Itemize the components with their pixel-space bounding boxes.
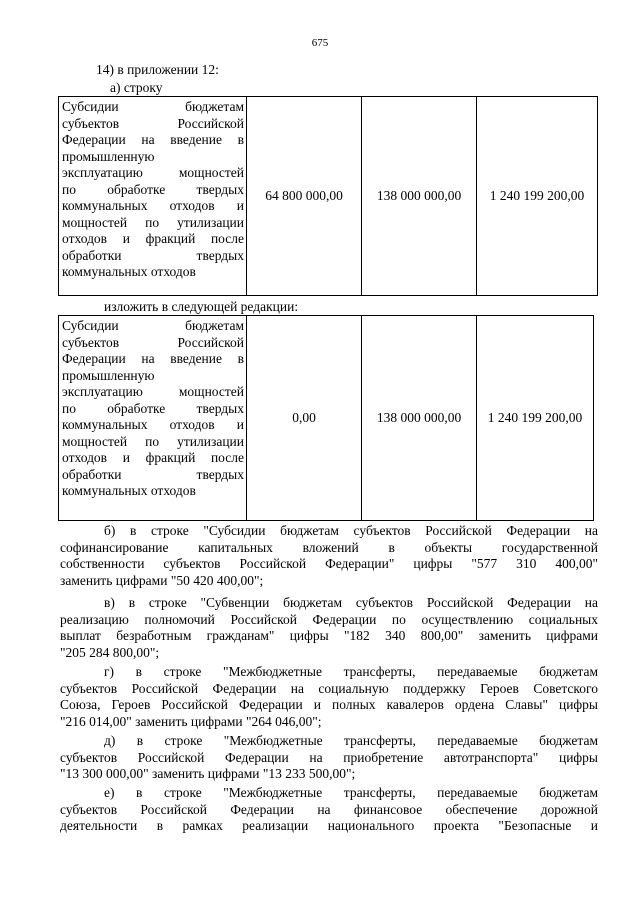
paragraph-line: д) в строке "Межбюджетные трансферты, передаваемые бюджетам — [104, 733, 598, 748]
table-row — [59, 316, 594, 521]
row-name-line: обработки твердых — [62, 247, 244, 263]
paragraph-line: Союза, Героев Российской Федерации и полных кавалеров ордена Славы" цифры — [60, 697, 598, 712]
row-name-line: коммунальных отходов — [62, 264, 196, 279]
row-name-line: отходов и фракций после — [62, 231, 244, 246]
row-name-line: коммунальных отходов и — [62, 417, 244, 432]
page-number: 675 — [311, 37, 329, 49]
value-cell-1: 64 800 000,00 — [247, 97, 362, 296]
row-name-line: эксплуатацию мощностей — [62, 384, 244, 399]
row-name-line: Субсидии бюджетам — [62, 318, 244, 333]
paragraph-line: е) в строке "Межбюджетные трансферты, передаваемые бюджетам — [104, 785, 598, 800]
row-name-line: Субсидии бюджетам — [62, 99, 244, 114]
row-name-cell — [59, 316, 247, 521]
value-cell-3: 1 240 199 200,00 — [477, 97, 598, 296]
paragraph-line: "13 300 000,00" заменить цифрами "13 233 500,00"; — [60, 766, 356, 781]
paragraph-line: софинансирование капитальных вложений в объекты государственной — [60, 539, 598, 555]
row-name-line: отходов и фракций после — [62, 450, 244, 465]
row-name-line: субъектов Российской — [62, 115, 244, 131]
row-name-line: обработки твердых — [62, 466, 244, 482]
value-cell-3: 1 240 199 200,00 — [477, 316, 594, 521]
paragraph-line: субъектов Российской Федерации на приобретение автотранспорта" цифры — [60, 749, 598, 765]
paragraph-line: реализацию полномочий Российской Федерации по осуществлению социальных — [60, 611, 598, 627]
paragraph-line: деятельности в рамках реализации национального проекта "Безопасные и — [60, 818, 598, 833]
row-name-cell — [59, 97, 247, 296]
row-name-line: коммунальных отходов — [62, 483, 196, 498]
paragraph-d — [60, 733, 598, 783]
paragraph-line: г) в строке "Межбюджетные трансферты, передаваемые бюджетам — [104, 664, 598, 679]
paragraph-b — [60, 523, 598, 589]
row-name-line: мощностей по утилизации — [62, 433, 244, 449]
row-name-line: по обработке твердых — [62, 400, 244, 416]
paragraph-line: субъектов Российской Федерации на социальную поддержку Героев Советского — [60, 680, 598, 696]
row-name-line: коммунальных отходов и — [62, 198, 244, 213]
paragraph-line: в) в строке "Субвенции бюджетам субъектов Российской Федерации на — [104, 595, 598, 610]
row-name-line: эксплуатацию мощностей — [62, 165, 244, 180]
paragraph-line: "205 284 800,00"; — [60, 644, 160, 660]
paragraph-line: заменить цифрами "50 420 400,00"; — [60, 572, 264, 588]
amendment-item-14: 14) в приложении 12: — [96, 62, 219, 77]
old-row-table — [58, 96, 598, 296]
restate-label: изложить в следующей редакции: — [104, 299, 299, 314]
value-cell-2: 138 000 000,00 — [362, 316, 477, 521]
paragraph-e — [60, 785, 598, 835]
paragraph-g — [60, 664, 598, 730]
paragraph-v — [60, 595, 598, 661]
row-name-line: субъектов Российской — [62, 334, 244, 350]
table-row — [59, 97, 598, 296]
paragraph-line: "216 014,00" заменить цифрами "264 046,00"; — [60, 713, 322, 729]
value-cell-1: 0,00 — [247, 316, 362, 521]
value-cell-2: 138 000 000,00 — [362, 97, 477, 296]
paragraph-line: собственности субъектов Российской Федерации" цифры "577 310 400,00" — [60, 556, 598, 571]
new-row-table — [58, 315, 594, 521]
paragraph-line: субъектов Российской Федерации на финансовое обеспечение дорожной — [60, 801, 598, 817]
sub-item-a-label: а) строку — [110, 80, 163, 95]
row-name-line: по обработке твердых — [62, 181, 244, 197]
row-name-line: Федерации на введение в — [62, 132, 244, 147]
row-name-line: мощностей по утилизации — [62, 214, 244, 230]
row-name-line: Федерации на введение в — [62, 351, 244, 366]
row-name-line: промышленную — [62, 367, 155, 383]
paragraph-line: выплат безработным гражданам" цифры "182 340 800,00" заменить цифрами — [60, 628, 598, 643]
paragraph-line: б) в строке "Субсидии бюджетам субъектов Российской Федерации на — [104, 523, 598, 538]
row-name-line: промышленную — [62, 148, 155, 164]
